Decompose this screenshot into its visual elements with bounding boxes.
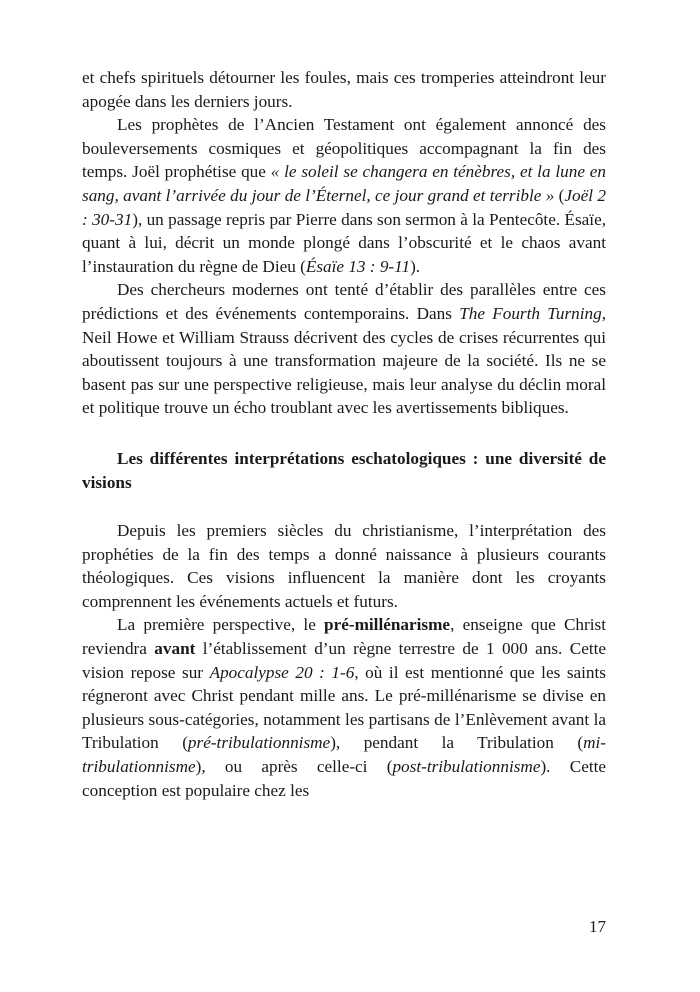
- paragraph-text: Les prophètes de l’Ancien Testament ont également annoncé des bouleversements cosmiques et géopolitiques accompagnant la fin des temps. Joël prophétise que: [82, 115, 606, 182]
- bible-reference: Joël 2 : 30-31: [82, 185, 606, 229]
- paragraph-text: ). Cette conception est populaire chez les: [82, 757, 607, 800]
- paragraph-4: [82, 519, 606, 613]
- italic-term: mi-tribulationnisme: [82, 733, 606, 777]
- bible-reference: Ésaïe 13 : 9-11: [305, 256, 411, 276]
- paragraph-text: ).: [410, 256, 421, 276]
- paragraph-text: La première perspective, le: [117, 615, 325, 635]
- paragraph-text: , où il est mentionné que les saints régneront avec Christ pendant mille ans. Le pré-millénarisme se divise en plusieurs sous-catégories, notamment les partisans de l’Enlèvement avant la Tribulation (: [82, 662, 606, 753]
- paragraph-text: Des chercheurs modernes ont tenté d’établir des parallèles entre ces prédictions et des événements contemporains. Dans: [82, 280, 606, 323]
- paragraph-2: [82, 113, 606, 278]
- paragraph-3: [82, 278, 606, 420]
- paragraph-text: ), un passage repris par Pierre dans son sermon à la Pentecôte. Ésaïe, quant à lui, décrit un monde plongé dans l’obscurité et le chaos avant l’instauration du règne de Dieu (: [82, 209, 607, 276]
- page-body: [82, 66, 606, 802]
- paragraph-5: [82, 613, 606, 802]
- paragraph-text: , Neil Howe et William Strauss décrivent des cycles de crises récurrentes qui aboutissent toujours à une transformation majeure de la société. Ils ne se basent pas sur une perspective religieuse, mais leur analyse du déclin moral et politique trouve un écho troublant avec les avertissements bibliques.: [82, 303, 606, 418]
- paragraph-text: (: [554, 185, 565, 205]
- paragraph-text: l’établissement d’un règne terrestre de 1 000 ans. Cette vision repose sur: [82, 639, 606, 682]
- italic-term: pré-tribulationnisme: [187, 733, 331, 753]
- bible-reference: Apocalypse 20 : 1-6: [209, 662, 355, 682]
- bold-term: avant: [154, 639, 196, 659]
- paragraph-text: , enseigne que Christ reviendra: [82, 615, 606, 659]
- paragraph-text: et chefs spirituels détourner les foules, mais ces tromperies atteindront leur apogée dans les derniers jours.: [82, 68, 606, 111]
- book-title: The Fourth Turning: [459, 303, 602, 323]
- italic-term: post-tribulationnisme: [392, 757, 541, 777]
- page-number: 17: [589, 917, 606, 936]
- paragraph-text: ), ou après celle-ci (: [195, 757, 393, 777]
- section-heading: Les différentes interprétations eschatologiques : une diversité de visions: [82, 448, 606, 492]
- quotation: « le soleil se changera en ténèbres, et la lune en sang, avant l’arrivée du jour de l’Éternel, ce jour grand et terrible »: [82, 162, 606, 205]
- paragraph-text: ), pendant la Tribulation (: [330, 733, 584, 753]
- bold-term: pré-millénarisme: [324, 615, 451, 635]
- paragraph-text: Depuis les premiers siècles du christianisme, l’interprétation des prophéties de la fin des temps a donné naissance à plusieurs courants théologiques. Ces visions influencent la manière dont les croyants comprennent les événements actuels et futurs.: [82, 521, 606, 611]
- paragraph-1: [82, 66, 606, 113]
